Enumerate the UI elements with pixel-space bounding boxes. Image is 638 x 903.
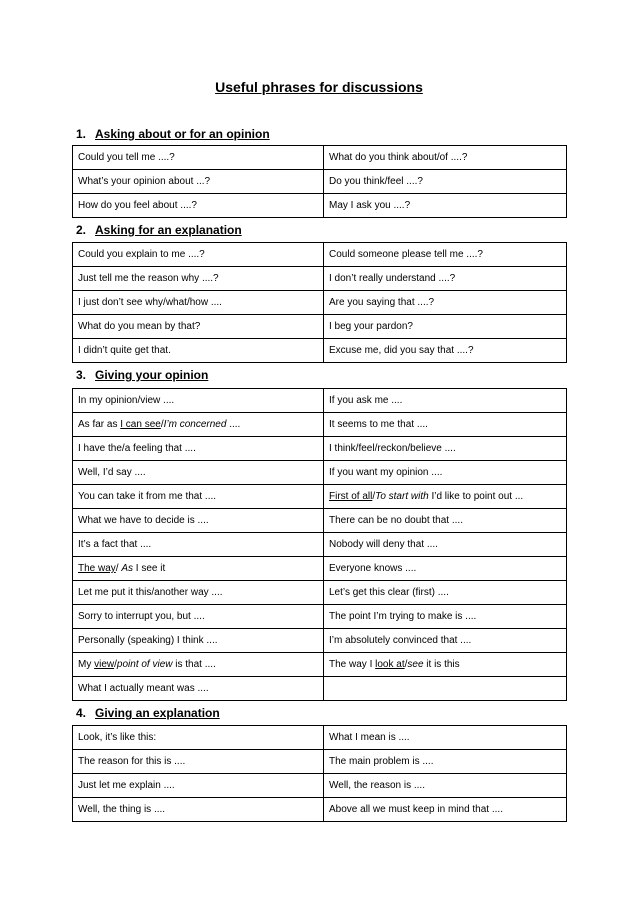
table-row bbox=[73, 315, 567, 339]
phrase-cell: I don’t really understand ....? bbox=[324, 267, 567, 291]
table-row bbox=[73, 485, 567, 509]
phrase-cell: The main problem is .... bbox=[324, 750, 567, 774]
section-heading-4 bbox=[76, 706, 220, 720]
table-row bbox=[73, 461, 567, 485]
phrase-cell bbox=[73, 413, 324, 437]
phrase-cell: What we have to decide is .... bbox=[73, 509, 324, 533]
phrase-cell: If you want my opinion .... bbox=[324, 461, 567, 485]
phrase-cell bbox=[73, 557, 324, 581]
table-row bbox=[73, 389, 567, 413]
table-row bbox=[73, 533, 567, 557]
section-title: Asking about or for an opinion bbox=[95, 127, 270, 141]
section-number: 4. bbox=[76, 706, 87, 720]
section-number: 3. bbox=[76, 368, 87, 382]
phrase-table-1 bbox=[72, 145, 567, 218]
table-row bbox=[73, 798, 567, 822]
phrase-fragment: I see it bbox=[133, 563, 166, 574]
table-row bbox=[73, 557, 567, 581]
phrase-cell: How do you feel about ....? bbox=[73, 194, 324, 218]
phrase-fragment: see bbox=[407, 659, 424, 670]
phrase-cell: If you ask me .... bbox=[324, 389, 567, 413]
table-row bbox=[73, 243, 567, 267]
phrase-cell: Personally (speaking) I think .... bbox=[73, 629, 324, 653]
phrase-fragment: My bbox=[78, 659, 95, 670]
phrase-fragment: I’m concerned bbox=[163, 419, 227, 430]
phrase-cell: I think/feel/reckon/believe .... bbox=[324, 437, 567, 461]
table-row bbox=[73, 170, 567, 194]
phrase-cell: What I mean is .... bbox=[324, 726, 567, 750]
phrase-fragment: As bbox=[121, 563, 134, 574]
phrase-fragment: I can see bbox=[120, 419, 161, 430]
section-heading-2 bbox=[76, 223, 242, 237]
phrase-cell: Above all we must keep in mind that .... bbox=[324, 798, 567, 822]
table-row bbox=[73, 194, 567, 218]
table-row bbox=[73, 146, 567, 170]
phrase-fragment: point of view bbox=[116, 659, 173, 670]
section-title: Asking for an explanation bbox=[95, 223, 242, 237]
phrase-fragment: I’d like to point out ... bbox=[428, 491, 524, 502]
table-row bbox=[73, 726, 567, 750]
section-number: 2. bbox=[76, 223, 87, 237]
phrase-cell: I beg your pardon? bbox=[324, 315, 567, 339]
phrase-cell: Look, it’s like this: bbox=[73, 726, 324, 750]
table-row bbox=[73, 581, 567, 605]
phrase-fragment: As far as bbox=[78, 419, 121, 430]
table-row bbox=[73, 774, 567, 798]
phrase-fragment: The way bbox=[78, 563, 116, 574]
phrase-cell: The point I’m trying to make is .... bbox=[324, 605, 567, 629]
phrase-cell: I’m absolutely convinced that .... bbox=[324, 629, 567, 653]
phrase-cell: I just don’t see why/what/how .... bbox=[73, 291, 324, 315]
phrase-cell: What do you think about/of ....? bbox=[324, 146, 567, 170]
document-title: Useful phrases for discussions bbox=[215, 79, 423, 95]
phrase-fragment: / bbox=[372, 491, 376, 502]
phrase-cell: Just tell me the reason why ....? bbox=[73, 267, 324, 291]
phrase-cell: Could you explain to me ....? bbox=[73, 243, 324, 267]
phrase-cell: Could someone please tell me ....? bbox=[324, 243, 567, 267]
phrase-fragment: To start with bbox=[375, 491, 429, 502]
section-heading-3 bbox=[76, 368, 208, 382]
phrase-cell: Excuse me, did you say that ....? bbox=[324, 339, 567, 363]
phrase-cell: Let me put it this/another way .... bbox=[73, 581, 324, 605]
phrase-fragment: The way I bbox=[329, 659, 376, 670]
phrase-fragment: / bbox=[160, 419, 164, 430]
phrase-cell: It’s a fact that .... bbox=[73, 533, 324, 557]
table-row bbox=[73, 291, 567, 315]
table-row bbox=[73, 413, 567, 437]
phrase-cell bbox=[73, 653, 324, 677]
phrase-cell: Just let me explain .... bbox=[73, 774, 324, 798]
phrase-cell: I didn’t quite get that. bbox=[73, 339, 324, 363]
phrase-table-4 bbox=[72, 725, 567, 822]
phrase-cell: May I ask you ....? bbox=[324, 194, 567, 218]
phrase-cell bbox=[324, 677, 567, 701]
phrase-cell: It seems to me that .... bbox=[324, 413, 567, 437]
phrase-fragment: First of all bbox=[329, 491, 373, 502]
phrase-fragment: .... bbox=[226, 419, 241, 430]
table-row bbox=[73, 339, 567, 363]
section-title: Giving an explanation bbox=[95, 706, 220, 720]
table-row bbox=[73, 509, 567, 533]
phrase-cell: Could you tell me ....? bbox=[73, 146, 324, 170]
phrase-fragment: view bbox=[94, 659, 115, 670]
section-heading-1 bbox=[76, 127, 270, 141]
phrase-cell bbox=[324, 485, 567, 509]
table-row bbox=[73, 267, 567, 291]
phrase-fragment: / bbox=[404, 659, 408, 670]
table-row bbox=[73, 605, 567, 629]
phrase-fragment: look at bbox=[375, 659, 405, 670]
phrase-cell bbox=[324, 653, 567, 677]
phrase-cell: Well, the thing is .... bbox=[73, 798, 324, 822]
section-number: 1. bbox=[76, 127, 87, 141]
table-row bbox=[73, 750, 567, 774]
phrase-table-2 bbox=[72, 242, 567, 363]
section-title: Giving your opinion bbox=[95, 368, 209, 382]
table-row bbox=[73, 653, 567, 677]
phrase-cell: Do you think/feel ....? bbox=[324, 170, 567, 194]
phrase-cell: Let’s get this clear (first) .... bbox=[324, 581, 567, 605]
phrase-fragment: / bbox=[115, 563, 122, 574]
table-row bbox=[73, 677, 567, 701]
phrase-cell: What’s your opinion about ...? bbox=[73, 170, 324, 194]
phrase-cell: What do you mean by that? bbox=[73, 315, 324, 339]
phrase-fragment: / bbox=[114, 659, 117, 670]
phrase-fragment: it is this bbox=[423, 659, 460, 670]
phrase-cell: The reason for this is .... bbox=[73, 750, 324, 774]
table-row bbox=[73, 629, 567, 653]
phrase-cell: Well, the reason is .... bbox=[324, 774, 567, 798]
phrase-cell: Sorry to interrupt you, but .... bbox=[73, 605, 324, 629]
phrase-cell: What I actually meant was .... bbox=[73, 677, 324, 701]
phrase-cell: Well, I’d say .... bbox=[73, 461, 324, 485]
phrase-cell: There can be no doubt that .... bbox=[324, 509, 567, 533]
phrase-cell: Nobody will deny that .... bbox=[324, 533, 567, 557]
phrase-cell: Everyone knows .... bbox=[324, 557, 567, 581]
table-row bbox=[73, 437, 567, 461]
phrase-cell: I have the/a feeling that .... bbox=[73, 437, 324, 461]
phrase-cell: You can take it from me that .... bbox=[73, 485, 324, 509]
phrase-fragment: is that .... bbox=[172, 659, 216, 670]
phrase-table-3 bbox=[72, 388, 567, 701]
phrase-cell: Are you saying that ....? bbox=[324, 291, 567, 315]
phrase-cell: In my opinion/view .... bbox=[73, 389, 324, 413]
